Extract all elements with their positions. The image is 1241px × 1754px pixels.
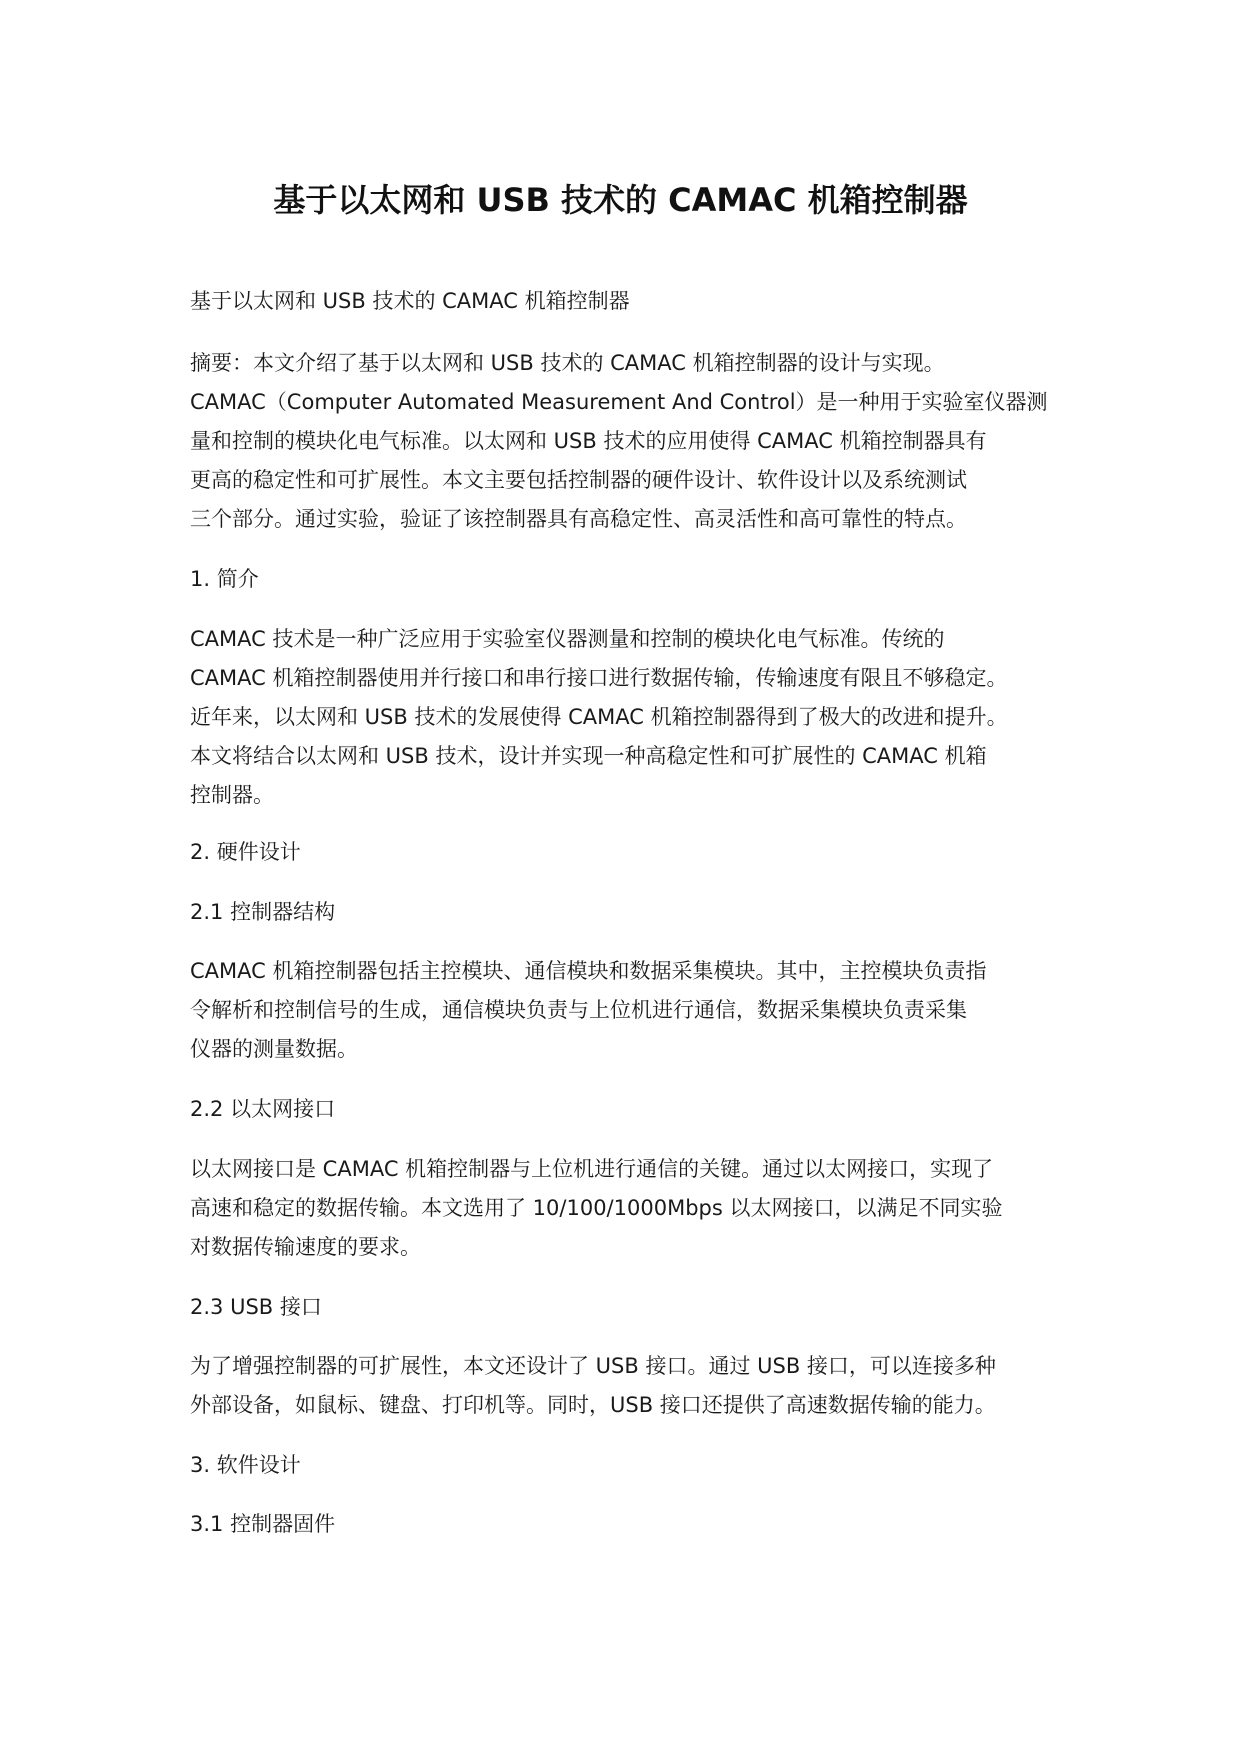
- intro-line: CAMAC 机箱控制器使用并行接口和串行接口进行数据传输，传输速度有限且不够稳定。: [190, 666, 1008, 690]
- ethernet-line: 高速和稳定的数据传输。本文选用了 10/100/1000Mbps 以太网接口，以满足不同实验: [190, 1196, 1003, 1220]
- document-subtitle: 基于以太网和 USB 技术的 CAMAC 机箱控制器: [190, 289, 630, 313]
- structure-paragraph: [190, 952, 1070, 1069]
- subsection-heading-structure: 2.1 控制器结构: [190, 900, 336, 924]
- intro-line: 控制器。: [190, 783, 274, 807]
- abstract-line: 三个部分。通过实验，验证了该控制器具有高稳定性、高灵活性和高可靠性的特点。: [190, 507, 967, 531]
- structure-line: CAMAC 机箱控制器包括主控模块、通信模块和数据采集模块。其中，主控模块负责指: [190, 959, 987, 983]
- structure-line: 仪器的测量数据。: [190, 1037, 358, 1061]
- abstract-line: 更高的稳定性和可扩展性。本文主要包括控制器的硬件设计、软件设计以及系统测试: [190, 468, 967, 492]
- page-title: 基于以太网和 USB 技术的 CAMAC 机箱控制器: [273, 181, 968, 219]
- structure-line: 令解析和控制信号的生成，通信模块负责与上位机进行通信，数据采集模块负责采集: [190, 998, 967, 1022]
- section-heading-intro: 1. 简介: [190, 567, 259, 591]
- usb-paragraph: [190, 1347, 1070, 1425]
- intro-paragraph: [190, 620, 1070, 815]
- intro-line: CAMAC 技术是一种广泛应用于实验室仪器测量和控制的模块化电气标准。传统的: [190, 627, 945, 651]
- intro-line: 近年来，以太网和 USB 技术的发展使得 CAMAC 机箱控制器得到了极大的改进和提升。: [190, 705, 1008, 729]
- intro-line: 本文将结合以太网和 USB 技术，设计并实现一种高稳定性和可扩展性的 CAMAC 机箱: [190, 744, 987, 768]
- section-heading-hardware: 2. 硬件设计: [190, 840, 301, 864]
- subsection-heading-firmware: 3.1 控制器固件: [190, 1512, 336, 1536]
- ethernet-paragraph: [190, 1150, 1070, 1267]
- section-heading-software: 3. 软件设计: [190, 1453, 301, 1477]
- usb-line: 外部设备，如鼠标、键盘、打印机等。同时，USB 接口还提供了高速数据传输的能力。: [190, 1393, 996, 1417]
- subsection-heading-usb: 2.3 USB 接口: [190, 1295, 322, 1319]
- abstract-paragraph: [190, 344, 1070, 539]
- ethernet-line: 对数据传输速度的要求。: [190, 1235, 421, 1259]
- ethernet-line: 以太网接口是 CAMAC 机箱控制器与上位机进行通信的关键。通过以太网接口，实现了: [190, 1157, 994, 1181]
- usb-line: 为了增强控制器的可扩展性，本文还设计了 USB 接口。通过 USB 接口，可以连接多种: [190, 1354, 996, 1378]
- subsection-heading-ethernet: 2.2 以太网接口: [190, 1097, 336, 1121]
- abstract-line: CAMAC（Computer Automated Measurement And Control）是一种用于实验室仪器测: [190, 390, 1048, 414]
- abstract-line: 量和控制的模块化电气标准。以太网和 USB 技术的应用使得 CAMAC 机箱控制器具有: [190, 429, 987, 453]
- abstract-line: 摘要：本文介绍了基于以太网和 USB 技术的 CAMAC 机箱控制器的设计与实现。: [190, 351, 945, 375]
